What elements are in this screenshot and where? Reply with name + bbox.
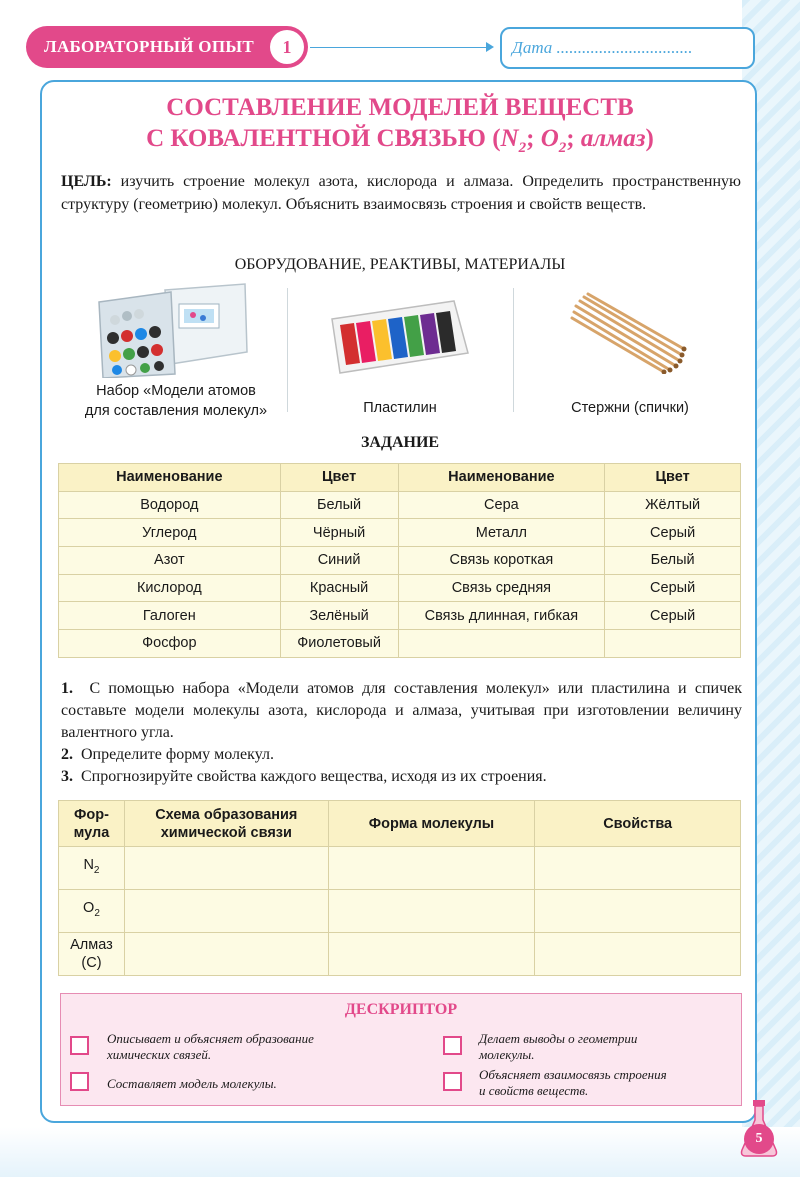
answer-cell[interactable] <box>124 890 328 933</box>
task-heading: ЗАДАНИЕ <box>360 434 440 451</box>
table-cell: Красный <box>280 574 398 602</box>
table-header-row <box>59 464 741 492</box>
table-cell <box>398 630 605 658</box>
equipment-item-atom-kit <box>66 381 286 421</box>
title-formula-diamond: алмаз <box>580 125 646 152</box>
descriptor-text: молекулы. <box>479 1047 535 1062</box>
instruction-text: Спрогнозируйте свойства каждого вещества, исходя из их строения. <box>81 768 547 785</box>
header-line: химической связи <box>160 824 292 841</box>
header-line: Фор- <box>74 806 109 823</box>
table-row <box>59 933 741 976</box>
formula: (C) <box>81 955 102 971</box>
table-header-cell: Цвет <box>605 464 741 492</box>
answer-cell[interactable] <box>124 847 328 890</box>
table-cell: Серый <box>605 519 741 547</box>
answer-cell[interactable] <box>328 890 535 933</box>
table-header-cell: Наименование <box>398 464 605 492</box>
goal-paragraph <box>61 170 741 216</box>
answer-cell[interactable] <box>328 933 535 976</box>
instruction-item <box>61 744 742 766</box>
title-sep-1: ; <box>526 125 541 152</box>
descriptor-text: Составляет модель молекулы. <box>107 1076 277 1091</box>
table-cell: Зелёный <box>280 602 398 630</box>
descriptor-item-2 <box>479 1031 729 1063</box>
table-header-cell: Форма молекулы <box>328 801 535 847</box>
title-formula-o-sub: 2 <box>558 140 567 156</box>
instruction-text: С помощью набора «Модели атомов для составления молекул» или пластилина и спичек составьте модели молекулы азота, кислорода и алмаза, учитывая при изготовлении величину валентного угла. <box>61 680 743 741</box>
instruction-item <box>61 766 742 788</box>
goal-text: изучить строение молекул азота, кислорода и алмаза. Определить пространственную структуру (геометрию) молекул. Объяснить взаимосвязь строения и свойств веществ. <box>61 173 741 213</box>
descriptor-item-3 <box>107 1076 407 1092</box>
page-title <box>60 92 740 164</box>
descriptor-checkbox-3[interactable] <box>70 1072 89 1091</box>
page-number: 5 <box>744 1124 774 1154</box>
table-cell: Связь средняя <box>398 574 605 602</box>
table-row <box>59 491 741 519</box>
table-cell: Чёрный <box>280 519 398 547</box>
table-cell: Фиолетовый <box>280 630 398 658</box>
answer-cell[interactable] <box>535 890 741 933</box>
goal-label: ЦЕЛЬ: <box>61 173 112 190</box>
date-label: Дата ................................ <box>512 38 693 57</box>
instruction-item <box>61 678 742 744</box>
title-sep-2: ; <box>566 125 581 152</box>
equipment-label: Пластилин <box>363 400 437 416</box>
table-cell: Серый <box>605 602 741 630</box>
table-cell: Белый <box>280 491 398 519</box>
equipment-divider <box>287 288 288 412</box>
table-row <box>59 602 741 630</box>
descriptor-heading: ДЕСКРИПТОР <box>344 1001 458 1018</box>
descriptor-text: и свойств веществ. <box>479 1083 589 1098</box>
equipment-divider <box>513 288 514 412</box>
table-header-cell: Наименование <box>59 464 281 492</box>
table-row <box>59 890 741 933</box>
descriptor-checkbox-1[interactable] <box>70 1036 89 1055</box>
lab-label: ЛАБОРАТОРНЫЙ ОПЫТ <box>44 37 254 56</box>
formula: O <box>83 900 95 917</box>
instruction-number: 3. <box>61 768 73 785</box>
instruction-text: Определите форму молекул. <box>81 746 274 763</box>
instruction-number: 2. <box>61 746 73 763</box>
equipment-item-sticks <box>530 398 730 418</box>
lab-number: 1 <box>270 30 304 64</box>
descriptor-item-4 <box>479 1067 729 1099</box>
table-header-cell: Цвет <box>280 464 398 492</box>
descriptor-item-1 <box>107 1031 407 1063</box>
title-formula-o: O <box>540 125 559 152</box>
table-cell: Жёлтый <box>605 491 741 519</box>
instructions-list <box>61 678 742 788</box>
table-row <box>59 574 741 602</box>
table-cell: Фосфор <box>59 630 281 658</box>
formula-cell <box>59 890 125 933</box>
equipment-label: Набор «Модели атомов <box>96 383 256 399</box>
formula-cell <box>59 847 125 890</box>
header-line: мула <box>73 824 110 841</box>
answer-cell[interactable] <box>535 847 741 890</box>
plasticine-image <box>326 297 474 377</box>
formula: Алмаз <box>70 937 113 953</box>
table-cell: Связь длинная, гибкая <box>398 602 605 630</box>
descriptor-checkbox-2[interactable] <box>443 1036 462 1055</box>
bottom-decoration <box>0 1127 800 1177</box>
table-row <box>59 547 741 575</box>
instruction-number: 1. <box>61 680 73 697</box>
table-header-row <box>59 801 741 847</box>
table-cell: Сера <box>398 491 605 519</box>
table-row <box>59 847 741 890</box>
table-cell: Металл <box>398 519 605 547</box>
results-table <box>58 800 741 976</box>
table-row <box>59 519 741 547</box>
title-suffix: ) <box>645 125 654 152</box>
table-cell: Серый <box>605 574 741 602</box>
title-formula-n: N <box>500 125 519 152</box>
formula-cell <box>59 933 125 976</box>
date-arrow <box>310 47 492 48</box>
sticks-image <box>570 292 690 374</box>
lab-header-pill <box>26 26 308 68</box>
answer-cell[interactable] <box>124 933 328 976</box>
table-cell: Углерод <box>59 519 281 547</box>
table-cell: Кислород <box>59 574 281 602</box>
table-cell <box>605 630 741 658</box>
formula-sub: 2 <box>94 907 100 919</box>
table-cell: Синий <box>280 547 398 575</box>
date-field[interactable] <box>500 27 755 69</box>
equipment-item-plasticine <box>300 398 500 418</box>
descriptor-text: Делает выводы о геометрии <box>479 1031 638 1046</box>
title-prefix: С КОВАЛЕНТНОЙ СВЯЗЬЮ ( <box>146 125 501 152</box>
descriptor-box <box>60 993 742 1106</box>
title-line-2 <box>60 123 740 164</box>
table-cell: Галоген <box>59 602 281 630</box>
descriptor-text: Объясняет взаимосвязь строения <box>479 1067 667 1082</box>
table-cell: Связь короткая <box>398 547 605 575</box>
title-formula-n-sub: 2 <box>518 140 527 156</box>
equipment-heading: ОБОРУДОВАНИЕ, РЕАКТИВЫ, МАТЕРИАЛЫ <box>234 256 566 273</box>
title-line-1: СОСТАВЛЕНИЕ МОДЕЛЕЙ ВЕЩЕСТВ <box>166 94 634 121</box>
header-line: Схема образования <box>155 806 298 823</box>
descriptor-text: химических связей. <box>107 1047 212 1062</box>
atom-model-kit-image <box>95 282 255 378</box>
formula: N <box>83 857 94 874</box>
equipment-label: Стержни (спички) <box>571 400 689 416</box>
table-cell: Азот <box>59 547 281 575</box>
answer-cell[interactable] <box>535 933 741 976</box>
equipment-label: для составления молекул» <box>84 403 268 419</box>
table-header-cell <box>59 801 125 847</box>
table-cell: Белый <box>605 547 741 575</box>
descriptor-text: Описывает и объясняет образование <box>107 1031 314 1046</box>
table-header-cell: Свойства <box>535 801 741 847</box>
formula-sub: 2 <box>93 864 100 876</box>
descriptor-checkbox-4[interactable] <box>443 1072 462 1091</box>
table-header-cell <box>124 801 328 847</box>
table-cell: Водород <box>59 491 281 519</box>
table-row <box>59 630 741 658</box>
answer-cell[interactable] <box>328 847 535 890</box>
atom-colors-table <box>58 463 741 658</box>
